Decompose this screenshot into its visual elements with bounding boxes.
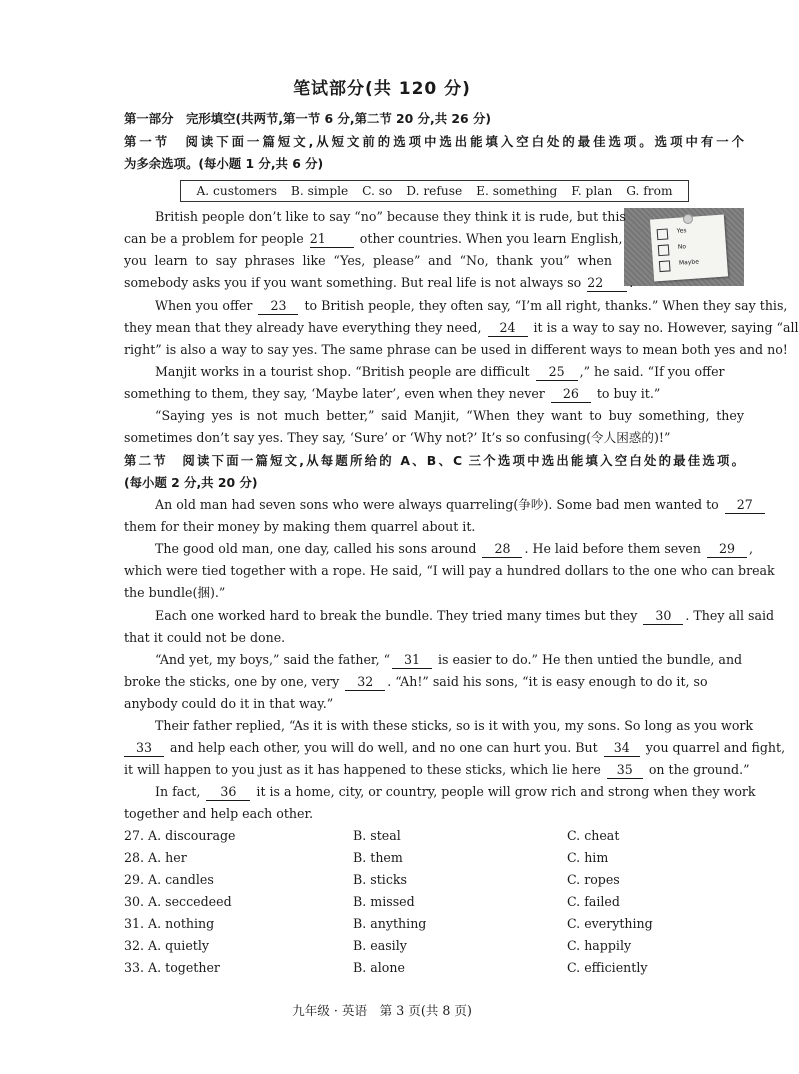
passage-line: sometimes don’t say yes. They say, ‘Sure’ or ‘Why not?’ It’s so confusing(令人困惑的)!” — [124, 430, 671, 445]
word-option: E. something — [476, 184, 558, 198]
blank-23: 23 — [258, 298, 298, 315]
passage-line: 33 and help each other, you will do well, and no one can hurt you. But 34 you quarrel and fight, — [124, 737, 744, 759]
blank-30: 30 — [643, 608, 683, 625]
blank-21: 21 — [310, 231, 354, 248]
blank-24: 24 — [488, 320, 528, 337]
option-c: C. cheat — [567, 828, 620, 843]
option-b: B. alone — [353, 960, 405, 975]
passage-line: that it could not be done. — [124, 630, 286, 645]
blank-25: 25 — [536, 364, 578, 381]
option-b: B. easily — [353, 938, 407, 953]
sticky-note — [650, 214, 728, 281]
blank-26: 26 — [551, 386, 591, 403]
passage-line: anybody could do it in that way.” — [124, 696, 334, 711]
option-a: 30. A. seccedeed — [124, 894, 232, 909]
passage-line: Manjit works in a tourist shop. “British people are difficult 25 ,” he said. “If you offer — [155, 364, 725, 379]
option-c: C. ropes — [567, 872, 620, 887]
passage-line: In fact, 36 it is a home, city, or country, people will grow rich and strong when they work — [155, 784, 756, 799]
note-label: Yes — [676, 227, 687, 235]
word-option: D. refuse — [406, 184, 463, 198]
option-b: B. sticks — [353, 872, 407, 887]
option-a: 32. A. quietly — [124, 938, 209, 953]
option-b: B. anything — [353, 916, 427, 931]
note-label: Maybe — [678, 258, 700, 267]
passage-line: broke the sticks, one by one, very 32 . “Ah!” said his sons, “it is easy enough to do it, so — [124, 674, 708, 689]
blank-22: 22 — [587, 275, 627, 292]
passage-line: something to them, they say, ‘Maybe later’, even when they never 26 to buy it.” — [124, 386, 661, 401]
word-option: C. so — [362, 184, 393, 198]
option-b: B. steal — [353, 828, 401, 843]
word-bank — [180, 180, 689, 202]
passage-line: “And yet, my boys,” said the father, “ 31 is easier to do.” He then untied the bundle, and — [155, 652, 743, 667]
passage-line: which were tied together with a rope. He said, “I will pay a hundred dollars to the one who can break — [124, 563, 775, 578]
blank-33: 33 — [124, 740, 164, 757]
option-a: 29. A. candles — [124, 872, 214, 887]
passage-line: somebody asks you if you want something. But real life is not always so 22 . — [124, 275, 634, 290]
option-b: B. them — [353, 850, 403, 865]
passage-line: together and help each other. — [124, 806, 314, 821]
passage-line: An old man had seven sons who were always quarreling(争吵). Some bad men wanted to 27 — [124, 494, 744, 516]
passage-line: Their father replied, “As it is with these sticks, so is it with you, my sons. So long as you work — [155, 718, 754, 733]
blank-27: 27 — [725, 497, 765, 514]
option-a: 28. A. her — [124, 850, 187, 865]
passage-line: it will happen to you just as it has happened to these sticks, which lie here 35 on the ground.” — [124, 762, 750, 777]
passage-line: can be a problem for people 21 other countries. When you learn English, — [124, 231, 623, 246]
passage-line: them for their money by making them quarrel about it. — [124, 519, 476, 534]
checkbox-icon — [659, 260, 671, 272]
passage-line: Each one worked hard to break the bundle. They tried many times but they 30 . They all said — [155, 608, 775, 623]
section2-instruction-cont: (每小题 2 分,共 20 分) — [124, 475, 258, 490]
blank-28: 28 — [482, 541, 522, 558]
option-a: 33. A. together — [124, 960, 220, 975]
blank-31: 31 — [392, 652, 432, 669]
option-c: C. him — [567, 850, 609, 865]
passage-line: right” is also a way to say yes. The same phrase can be used in different ways to mean both yes and no! — [124, 342, 788, 357]
blank-32: 32 — [345, 674, 385, 691]
page-footer: 九年级 · 英语 第 3 页(共 8 页) — [292, 1003, 472, 1018]
passage-line: The good old man, one day, called his sons around 28 . He laid before them seven 29 , — [155, 541, 753, 556]
option-c: C. everything — [567, 916, 653, 931]
passage-line: they mean that they already have everything they need, 24 it is a way to say no. However, saying “all — [124, 320, 799, 335]
passage-line: “Saying yes is not much better,” said Manjit, “When they want to buy something, they — [155, 408, 744, 423]
sticky-note-photo — [624, 208, 744, 286]
option-c: C. efficiently — [567, 960, 648, 975]
section1-instruction: 第一节 阅读下面一篇短文,从短文前的选项中选出能填入空白处的最佳选项。选项中有一个 — [124, 134, 744, 149]
option-c: C. failed — [567, 894, 620, 909]
blank-35: 35 — [607, 762, 643, 779]
passage-line: British people don’t like to say “no” because they think it is rude, but this — [155, 209, 626, 224]
section2-instruction: 第二节 阅读下面一篇短文,从每题所给的 A、B、C 三个选项中选出能填入空白处的最佳选项。 — [124, 453, 744, 468]
note-label: No — [677, 243, 687, 251]
passage-line: the bundle(捆).” — [124, 585, 226, 600]
passage-line: you learn to say phrases like “Yes, please” and “No, thank you” when — [124, 253, 612, 268]
word-option: A. customers — [196, 184, 278, 198]
word-option: F. plan — [571, 184, 613, 198]
option-c: C. happily — [567, 938, 632, 953]
option-a: 27. A. discourage — [124, 828, 236, 843]
word-option: G. from — [626, 184, 673, 198]
word-option: B. simple — [290, 184, 349, 198]
checkbox-icon — [658, 244, 670, 256]
blank-36: 36 — [206, 784, 250, 801]
checkbox-icon — [657, 228, 669, 240]
option-b: B. missed — [353, 894, 415, 909]
option-a: 31. A. nothing — [124, 916, 215, 931]
blank-34: 34 — [604, 740, 640, 757]
blank-29: 29 — [707, 541, 747, 558]
part-heading: 第一部分 完形填空(共两节,第一节 6 分,第二节 20 分,共 26 分) — [124, 111, 492, 126]
passage-line: When you offer 23 to British people, they often say, “I’m all right, thanks.” When they say this, — [155, 298, 788, 313]
section1-instruction-cont: 为多余选项。(每小题 1 分,共 6 分) — [124, 156, 324, 171]
pushpin-icon — [683, 214, 694, 225]
page-title: 笔试部分(共 120 分) — [293, 79, 471, 99]
